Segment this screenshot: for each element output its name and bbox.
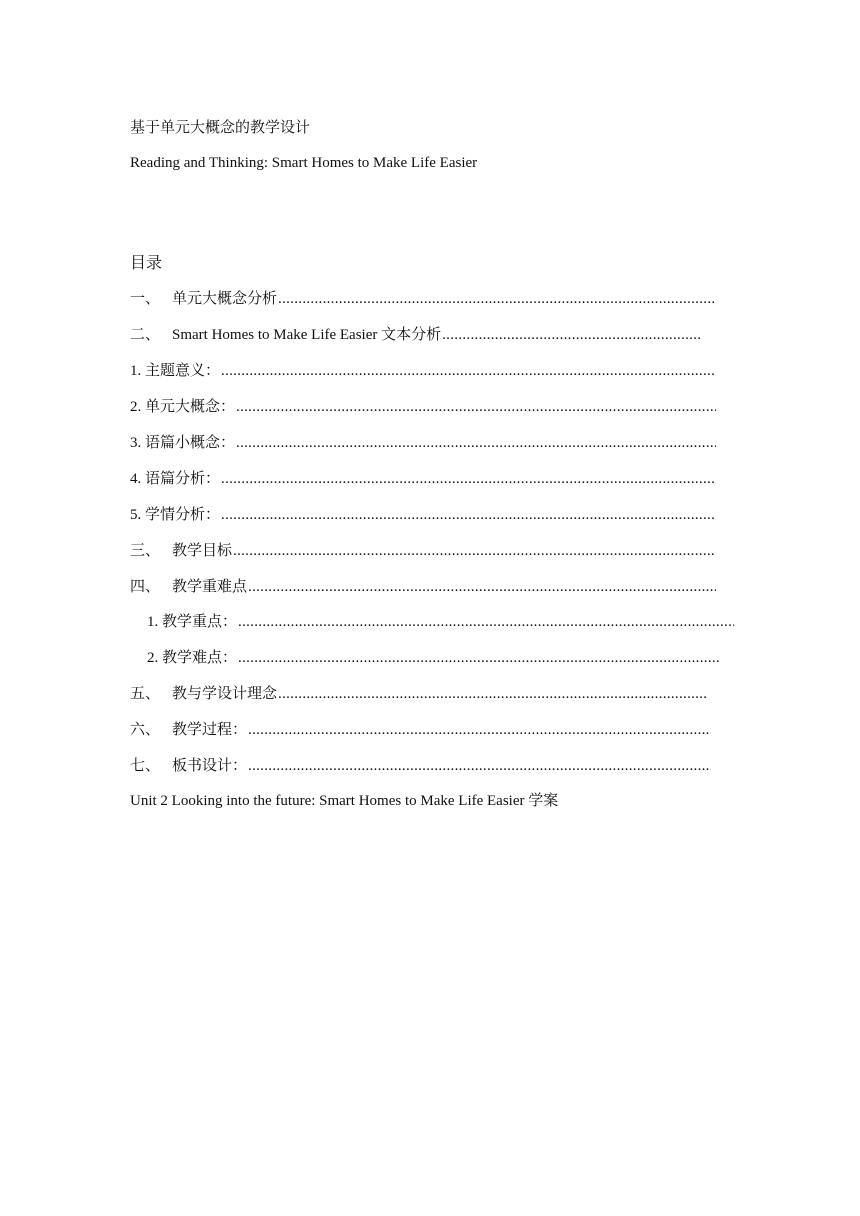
toc-entry-6[interactable]: [130, 720, 711, 740]
toc-entry-text: 2. 教学难点：: [147, 650, 238, 666]
toc-entry-2-2[interactable]: [130, 397, 716, 417]
toc-entry-2-3[interactable]: [130, 433, 716, 453]
toc-entry-text: 5. 学情分析：: [130, 507, 221, 523]
toc-dot-leader: [221, 361, 716, 381]
toc-dot-leader: [236, 397, 716, 417]
toc-entry-text: 教与学设计理念: [172, 686, 278, 702]
toc-dot-leader: [233, 541, 716, 561]
toc-entry-2[interactable]: [130, 325, 702, 345]
toc-entry-text: 教学重难点: [172, 579, 248, 595]
toc-entry-text: 教学过程：: [172, 722, 248, 738]
toc-entry-text: 1. 教学重点：: [147, 614, 238, 630]
toc-entry-1[interactable]: [130, 289, 716, 309]
toc-entry-text: 单元大概念分析: [172, 291, 278, 307]
toc-entry-text: 教学目标: [172, 543, 233, 559]
toc-dot-leader: [238, 648, 720, 668]
toc-entry-text: Smart Homes to Make Life Easier 文本分析: [172, 327, 442, 343]
toc-dot-leader: [442, 325, 702, 345]
toc-entry-number: 六、: [130, 722, 161, 738]
toc-dot-leader: [236, 433, 716, 453]
toc-entry-number: 四、: [130, 579, 161, 595]
toc-entry-number: 三、: [130, 543, 161, 559]
toc-dot-leader: [278, 684, 707, 704]
toc-dot-leader: [248, 577, 716, 597]
toc-entry-number: 二、: [130, 327, 161, 343]
toc-entry-text: 3. 语篇小概念：: [130, 435, 236, 451]
doc-title-english: Reading and Thinking: Smart Homes to Make Life Easier: [130, 155, 478, 171]
toc-entry-4-1[interactable]: [147, 612, 734, 632]
toc-entry-text: 4. 语篇分析：: [130, 471, 221, 487]
toc-dot-leader: [221, 469, 716, 489]
doc-title-chinese: 基于单元大概念的教学设计: [130, 120, 311, 136]
toc-dot-leader: [238, 612, 734, 632]
toc-dot-leader: [278, 289, 716, 309]
toc-heading: 目录: [130, 255, 163, 272]
toc-entry-number: 七、: [130, 758, 161, 774]
toc-entry-4-2[interactable]: [147, 648, 720, 668]
toc-entry-4[interactable]: [130, 577, 716, 597]
toc-entry-2-1[interactable]: [130, 361, 716, 381]
toc-entry-text: 2. 单元大概念：: [130, 399, 236, 415]
toc-dot-leader: [248, 720, 711, 740]
toc-entry-number: 一、: [130, 291, 161, 307]
toc-dot-leader: [248, 756, 711, 776]
toc-entry-2-4[interactable]: [130, 469, 716, 489]
toc-dot-leader: [221, 505, 716, 525]
toc-entry-5[interactable]: [130, 684, 707, 704]
toc-entry-text: 1. 主题意义：: [130, 363, 221, 379]
toc-entry-2-5[interactable]: [130, 505, 716, 525]
toc-entry-7[interactable]: [130, 756, 711, 776]
toc-entry-text: 板书设计：: [172, 758, 248, 774]
worksheet-title: Unit 2 Looking into the future: Smart Homes to Make Life Easier 学案: [130, 793, 559, 809]
toc-entry-3[interactable]: [130, 541, 716, 561]
toc-entry-number: 五、: [130, 686, 161, 702]
